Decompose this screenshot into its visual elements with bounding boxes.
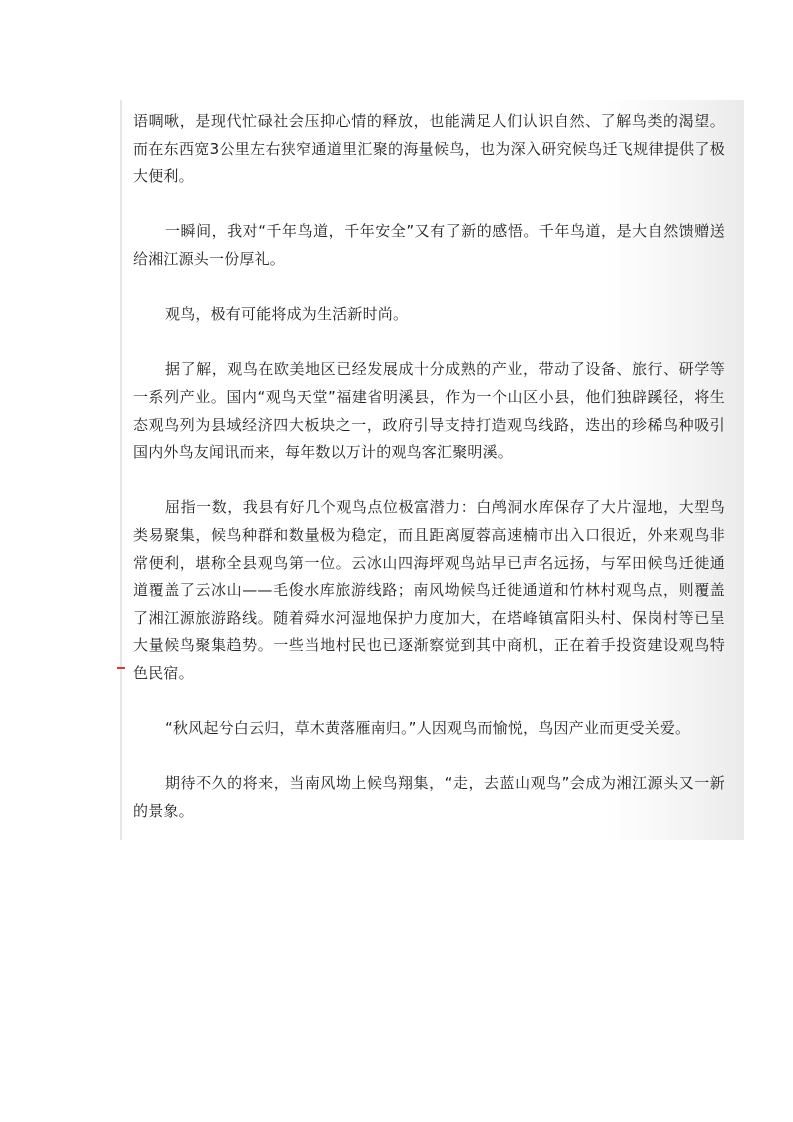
paragraph-7: 期待不久的将来，当南风坳上候鸟翔集，“走，去蓝山观鸟”会成为湘江源头又一新的景象。 — [133, 774, 725, 820]
paragraph-1: 语啁啾，是现代忙碌社会压抑心情的释放，也能满足人们认识自然、了解鸟类的渴望。而在东西宽3公里左右狭窄通道里汇聚的海量候鸟，也为深入研究候鸟迁飞规律提供了极大便利。 — [133, 112, 725, 186]
paragraph-3: 观鸟，极有可能将成为生活新时尚。 — [165, 305, 409, 324]
paragraph-2: 一瞬间，我对“千年鸟道，千年安全”又有了新的感悟。千年鸟道，是大自然馈赠送给湘江源头一份厚礼。 — [133, 222, 725, 268]
red-margin-mark — [117, 667, 125, 669]
paragraph-6: “秋风起兮白云归，草木黄落雁南归。”人因观鸟而愉悦，鸟因产业而更受关爱。 — [165, 719, 691, 738]
paragraph-5: 屈指一数，我县有好几个观鸟点位极富潜力：白鸬洞水库保存了大片湿地，大型鸟类易聚集，候鸟种群和数量极为稳定，而且距离厦蓉高速楠市出入口很近，外来观鸟非常便利，堪称全县观鸟第一位。云冰山四海坪观鸟站早已声名远扬，与军田候鸟迁徙通道覆盖了云冰山——毛俊水库旅游线路；南风坳候鸟迁徙通道和竹林村观鸟点，则覆盖了湘江源旅游路线。随着舜水河湿地保护力度加大，在塔峰镇富阳头村、保岗村等已呈大量候鸟聚集趋势。一些当地村民也已逐渐察觉到其中商机，正在着手投资建设观鸟特色民宿。 — [133, 498, 725, 682]
left-margin-rule — [120, 100, 122, 840]
paragraph-4: 据了解，观鸟在欧美地区已经发展成十分成熟的产业，带动了设备、旅行、研学等一系列产业。国内“观鸟天堂”福建省明溪县，作为一个山区小县，他们独辟蹊径，将生态观鸟列为县域经济四大板块之一，政府引导支持打造观鸟线路，迭出的珍稀鸟种吸引国内外鸟友闻讯而来，每年数以万计的观鸟客汇聚明溪。 — [133, 360, 725, 462]
article-body — [133, 108, 725, 853]
